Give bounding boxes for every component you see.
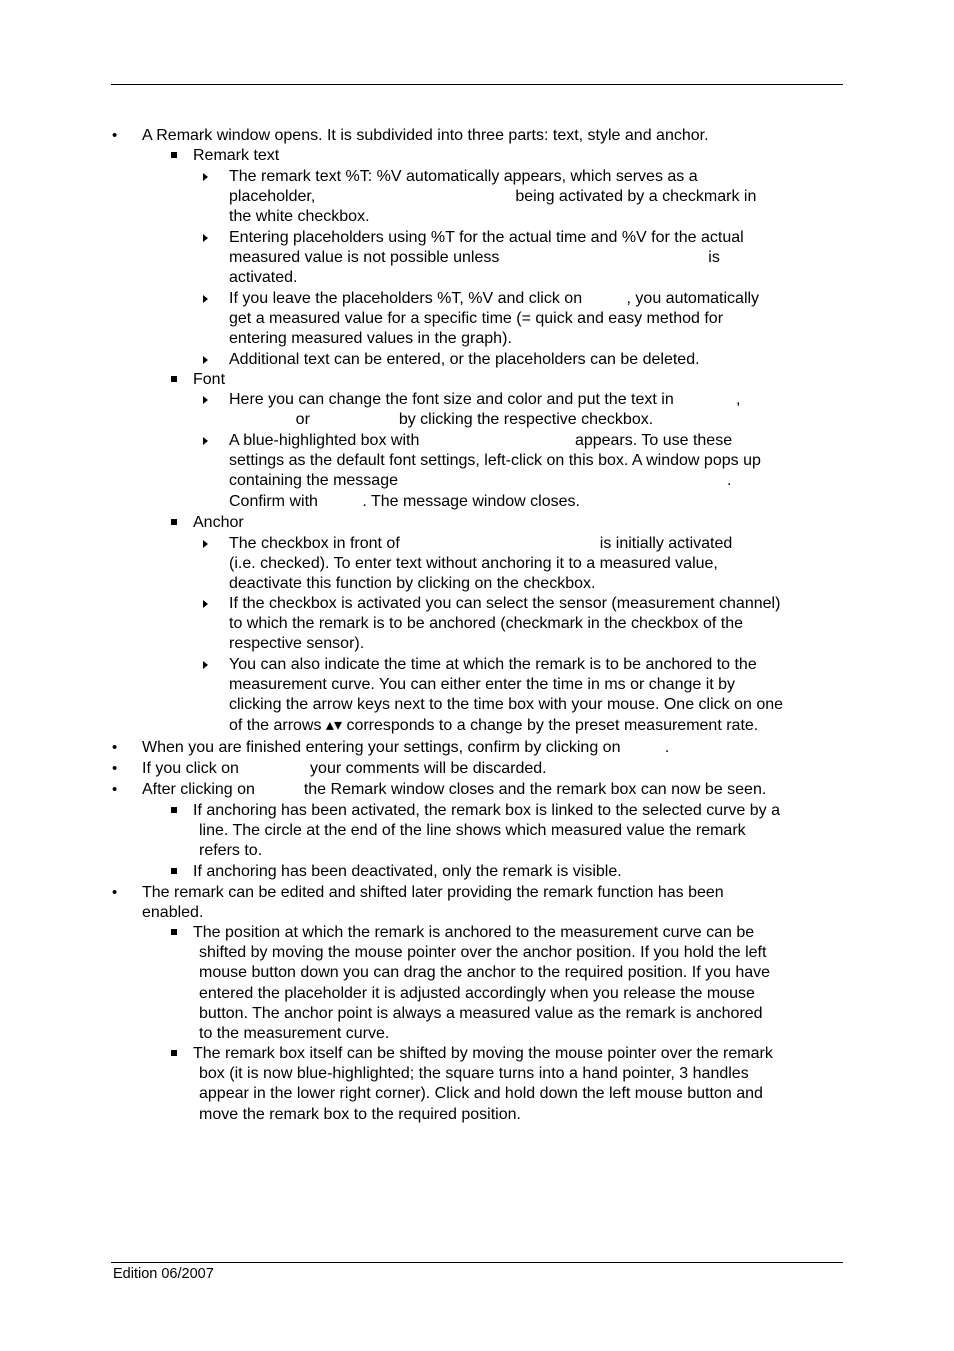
triangle-bullet-icon bbox=[203, 356, 208, 364]
text-line: The checkbox in front of is initially activated bbox=[229, 535, 733, 552]
text-line: The position at which the remark is anchored to the measurement curve can be bbox=[193, 924, 755, 941]
text-line: line. The circle at the end of the line shows which measured value the remark bbox=[199, 822, 746, 840]
round-bullet-icon: • bbox=[112, 739, 118, 756]
arrow-bullet-item bbox=[229, 534, 843, 595]
round-bullet-icon: • bbox=[112, 781, 118, 798]
triangle-bullet-icon bbox=[203, 437, 208, 445]
text-line: If the checkbox is activated you can select the sensor (measurement channel) bbox=[229, 595, 781, 612]
triangle-bullet-icon bbox=[203, 396, 208, 404]
arrow-bullet-item bbox=[229, 289, 843, 350]
text-line: After clicking on the Remark window closes and the remark box can now be seen. bbox=[142, 781, 767, 798]
text-line: Remark text bbox=[193, 147, 280, 164]
header-rule bbox=[111, 84, 843, 85]
text-line: move the remark box to the required position. bbox=[199, 1105, 521, 1123]
square-bullet-item bbox=[193, 862, 843, 882]
square-bullet-icon bbox=[171, 152, 177, 158]
arrow-bullet-item bbox=[229, 167, 843, 228]
arrow-bullet-item bbox=[229, 350, 843, 370]
round-bullet-icon: • bbox=[112, 884, 118, 901]
text-line: When you are finished entering your settings, confirm by clicking on . bbox=[142, 739, 670, 756]
text-line: measurement curve. You can either enter the time in ms or change it by bbox=[229, 676, 736, 694]
text-line: shifted by moving the mouse pointer over the anchor position. If you hold the left bbox=[199, 944, 767, 962]
text-line: containing the message . bbox=[229, 472, 732, 490]
arrow-bullet-item bbox=[229, 390, 843, 430]
triangle-bullet-icon bbox=[203, 540, 208, 548]
square-bullet-item bbox=[193, 513, 843, 533]
bullet-item bbox=[112, 759, 842, 779]
text-line: Confirm with . The message window closes. bbox=[229, 492, 580, 510]
bullet-item bbox=[112, 126, 842, 146]
square-bullet-icon bbox=[171, 807, 177, 813]
triangle-bullet-icon bbox=[203, 234, 208, 242]
square-bullet-icon bbox=[171, 376, 177, 382]
triangle-bullet-icon bbox=[203, 600, 208, 608]
arrow-bullet-item bbox=[229, 655, 843, 736]
text-line: to which the remark is to be anchored (checkmark in the checkbox of the bbox=[229, 615, 744, 633]
text-line: A blue-highlighted box with appears. To use these bbox=[229, 432, 733, 449]
text-line: Additional text can be entered, or the placeholders can be deleted. bbox=[229, 351, 700, 368]
text-line: or by clicking the respective checkbox. bbox=[229, 411, 654, 429]
bullet-item bbox=[112, 883, 842, 923]
text-line: box (it is now blue-highlighted; the square turns into a hand pointer, 3 handles bbox=[199, 1065, 749, 1083]
square-bullet-item bbox=[193, 1044, 843, 1125]
text-line: Entering placeholders using %T for the actual time and %V for the actual bbox=[229, 229, 744, 246]
text-line: Font bbox=[193, 371, 226, 388]
text-line: get a measured value for a specific time (= quick and easy method for bbox=[229, 310, 724, 328]
text-line: of the arrows ▴▾ corresponds to a change by the preset measurement rate. bbox=[229, 716, 759, 734]
triangle-bullet-icon bbox=[203, 173, 208, 181]
text-line: A Remark window opens. It is subdivided into three parts: text, style and anchor. bbox=[142, 127, 709, 144]
text-line: activated. bbox=[229, 269, 298, 287]
square-bullet-item bbox=[193, 923, 843, 1044]
arrow-bullet-item bbox=[229, 431, 843, 512]
text-line: clicking the arrow keys next to the time box with your mouse. One click on one bbox=[229, 696, 784, 714]
text-line: entered the placeholder it is adjusted accordingly when you release the mouse bbox=[199, 984, 755, 1002]
square-bullet-icon bbox=[171, 929, 177, 935]
text-line: The remark can be edited and shifted later providing the remark function has been bbox=[142, 884, 724, 901]
arrow-bullet-item bbox=[229, 594, 843, 655]
text-line: enabled. bbox=[142, 904, 204, 922]
text-line: mouse button down you can drag the anchor to the required position. If you have bbox=[199, 964, 771, 982]
bullet-item bbox=[112, 780, 842, 800]
text-line: button. The anchor point is always a measured value as the remark is anchored bbox=[199, 1004, 763, 1022]
round-bullet-icon: • bbox=[112, 760, 118, 777]
text-line: measured value is not possible unless is bbox=[229, 249, 720, 267]
square-bullet-item bbox=[193, 801, 843, 862]
square-bullet-icon bbox=[171, 868, 177, 874]
text-line: If anchoring has been activated, the remark box is linked to the selected curve by a bbox=[193, 802, 780, 819]
text-line: Here you can change the font size and color and put the text in , bbox=[229, 391, 741, 408]
text-line: the white checkbox. bbox=[229, 208, 370, 226]
footer-rule bbox=[111, 1262, 843, 1263]
text-line: appear in the lower right corner). Click and hold down the left mouse button and bbox=[199, 1085, 763, 1103]
square-bullet-icon bbox=[171, 1050, 177, 1056]
text-line: (i.e. checked). To enter text without anchoring it to a measured value, bbox=[229, 555, 718, 573]
text-line: If you click on your comments will be discarded. bbox=[142, 760, 547, 777]
bullet-item bbox=[112, 738, 842, 758]
square-bullet-item bbox=[193, 146, 843, 166]
text-line: You can also indicate the time at which the remark is to be anchored to the bbox=[229, 656, 757, 673]
round-bullet-icon: • bbox=[112, 127, 118, 144]
text-line: placeholder, being activated by a checkmark in bbox=[229, 188, 757, 206]
text-line: The remark box itself can be shifted by moving the mouse pointer over the remark bbox=[193, 1045, 773, 1062]
text-line: to the measurement curve. bbox=[199, 1025, 390, 1043]
text-line: respective sensor). bbox=[229, 635, 365, 653]
triangle-bullet-icon bbox=[203, 661, 208, 669]
footer-edition: Edition 06/2007 bbox=[113, 1266, 214, 1282]
text-line: If you leave the placeholders %T, %V and click on , you automatically bbox=[229, 290, 760, 307]
text-line: If anchoring has been deactivated, only the remark is visible. bbox=[193, 863, 622, 880]
square-bullet-icon bbox=[171, 519, 177, 525]
text-line: The remark text %T: %V automatically appears, which serves as a bbox=[229, 168, 698, 185]
text-line: settings as the default font settings, left-click on this box. A window pops up bbox=[229, 452, 761, 470]
text-line: refers to. bbox=[199, 842, 263, 860]
text-line: Anchor bbox=[193, 514, 244, 531]
text-line: deactivate this function by clicking on the checkbox. bbox=[229, 575, 596, 593]
text-line: entering measured values in the graph). bbox=[229, 330, 512, 348]
square-bullet-item bbox=[193, 370, 843, 390]
triangle-bullet-icon bbox=[203, 295, 208, 303]
arrow-bullet-item bbox=[229, 228, 843, 289]
